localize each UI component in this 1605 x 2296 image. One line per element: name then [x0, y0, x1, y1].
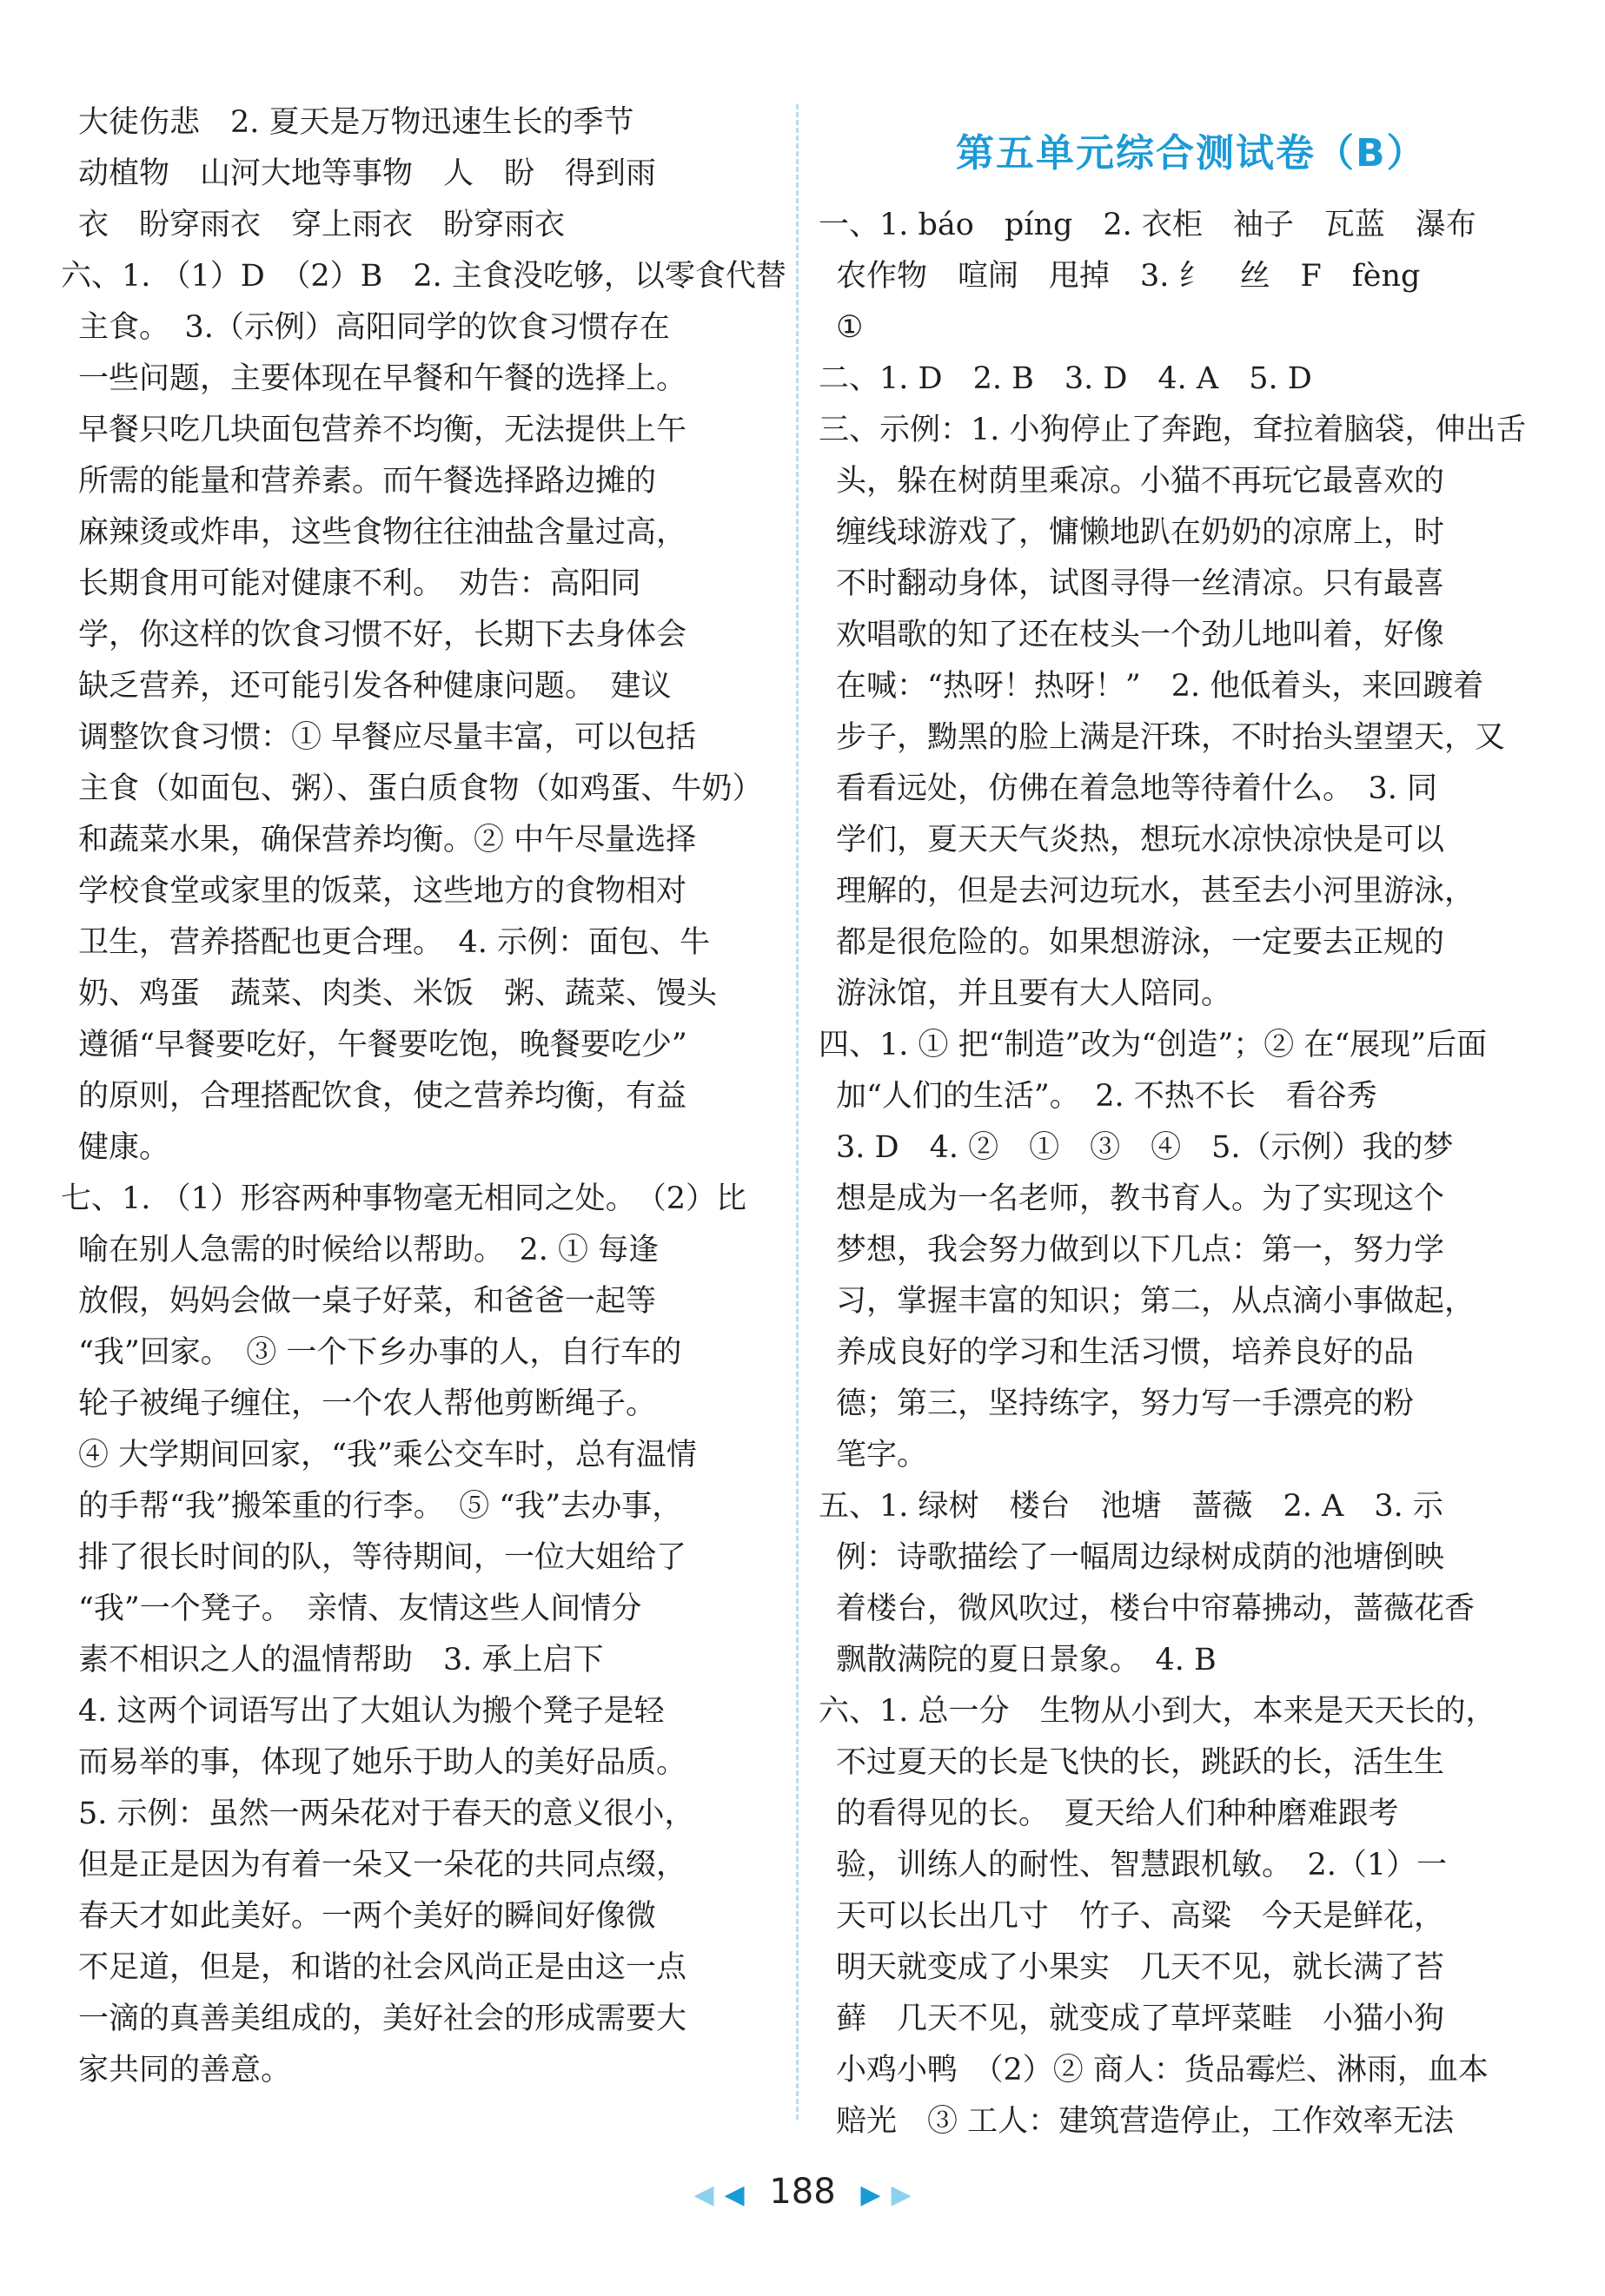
- text-line: 步子，黝黑的脸上满是汗珠，不时抬头望望天，又: [836, 720, 1506, 755]
- text-line: 在喊：“热呀！热呀！” 2. 他低着头，来回踱着: [836, 669, 1484, 704]
- text-line: ①: [836, 310, 864, 345]
- text-line: 游泳馆，并且要有大人陪同。: [836, 976, 1232, 1011]
- text-line: 着楼台，微风吹过，楼台中帘幕拂动，蔷薇花香: [836, 1591, 1476, 1626]
- text-line: 都是很危险的。如果想游泳，一定要去正规的: [836, 925, 1445, 960]
- section-three-start: 三、示例：1. 小狗停止了奔跑，耷拉着脑袋，伸出舌: [819, 413, 1527, 447]
- text-line: 赔光 ③ 工人：建筑营造停止，工作效率无法: [836, 2104, 1455, 2139]
- text-line: 不时翻动身体，试图寻得一丝清凉。只有最喜: [836, 566, 1445, 601]
- text-line: 喻在别人急需的时候给以帮助。 2. ① 每逢: [78, 1233, 660, 1267]
- text-line: 和蔬菜水果，确保营养均衡。② 中午尽量选择: [78, 823, 697, 857]
- text-line: 笔字。: [836, 1438, 928, 1472]
- section-two-start: 二、1. D 2. B 3. D 4. A 5. D: [819, 361, 1312, 396]
- text-line: 藓 几天不见，就变成了草坪菜畦 小猫小狗: [836, 2002, 1445, 2036]
- text-line: 习，掌握丰富的知识；第二，从点滴小事做起，: [836, 1284, 1476, 1319]
- text-line: 德；第三，坚持练字，努力写一手漂亮的粉: [836, 1386, 1415, 1421]
- text-line: 轮子被绳子缠住，一个农人帮他剪断绳子。: [78, 1386, 657, 1421]
- text-line: 梦想，我会努力做到以下几点：第一，努力学: [836, 1233, 1445, 1267]
- page-number: 188: [769, 2172, 836, 2212]
- text-line: 所需的能量和营养素。而午餐选择路边摊的: [78, 464, 657, 499]
- text-line: 大徒伤悲 2. 夏天是万物迅速生长的季节: [78, 105, 634, 140]
- text-line: 学，你这样的饮食习惯不好，长期下去身体会: [78, 618, 687, 652]
- text-line: 学们，夏天天气炎热，想玩水凉快凉快是可以: [836, 823, 1445, 857]
- text-line: 遵循“早餐要吃好，午餐要吃饱，晚餐要吃少”: [78, 1028, 687, 1062]
- text-line: 麻辣烫或炸串，这些食物往往油盐含量过高，: [78, 515, 687, 550]
- text-line: 主食。 3.（示例）高阳同学的饮食习惯存在: [78, 310, 670, 345]
- page-footer: [0, 2172, 1605, 2212]
- text-line: 头，躲在树荫里乘凉。小猫不再玩它最喜欢的: [836, 464, 1445, 499]
- text-line: 主食（如面包、粥）、蛋白质食物（如鸡蛋、牛奶）: [78, 771, 763, 806]
- text-line: 欢唱歌的知了还在枝头一个劲儿地叫着，好像: [836, 618, 1445, 652]
- text-line: 卫生，营养搭配也更合理。 4. 示例：面包、牛: [78, 925, 711, 960]
- text-line: 验，训练人的耐性、智慧跟机敏。 2.（1）一: [836, 1848, 1448, 1882]
- text-line: 早餐只吃几块面包营养不均衡，无法提供上午: [78, 413, 687, 447]
- left-column: [61, 97, 786, 2096]
- text-line: 素不相识之人的温情帮助 3. 承上启下: [78, 1643, 604, 1677]
- text-line: 看看远处，仿佛在着急地等待着什么。 3. 同: [836, 771, 1438, 806]
- text-line: 奶、鸡蛋 蔬菜、肉类、米饭 粥、蔬菜、馒头: [78, 976, 718, 1011]
- text-line: 春天才如此美好。一两个美好的瞬间好像微: [78, 1899, 657, 1934]
- text-line: 的看得见的长。 夏天给人们种种磨难跟考: [836, 1796, 1399, 1831]
- unit-title: 第五单元综合测试卷（B）: [956, 131, 1427, 175]
- section-six-start: 六、1. （1）D （2）B 2. 主食没吃够，以零食代替: [61, 259, 786, 294]
- section-seven-start: 七、1. （1）形容两种事物毫无相同之处。 （2）比: [61, 1181, 747, 1216]
- text-line: 的原则，合理搭配饮食，使之营养均衡，有益: [78, 1079, 687, 1114]
- text-line: 农作物 喧闹 甩掉 3. 纟 丝 F fèng: [836, 259, 1421, 294]
- text-line: 而易举的事，体现了她乐于助人的美好品质。: [78, 1745, 687, 1780]
- text-line: 理解的，但是去河边玩水，甚至去小河里游泳，: [836, 874, 1476, 909]
- left-arrow-light-icon: ◀: [693, 2180, 714, 2210]
- column-divider: [796, 104, 799, 2120]
- text-line: 天可以长出几寸 竹子、高粱 今天是鲜花，: [836, 1899, 1445, 1934]
- text-line: 5. 示例：虽然一两朵花对于春天的意义很小，: [78, 1796, 695, 1831]
- text-line: 但是正是因为有着一朵又一朵花的共同点缀，: [78, 1848, 687, 1882]
- text-line: 动植物 山河大地等事物 人 盼 得到雨: [78, 156, 657, 191]
- right-arrow-icon: ▶: [860, 2180, 881, 2210]
- text-line: 飘散满院的夏日景象。 4. B: [836, 1643, 1217, 1677]
- text-line: 4. 这两个词语写出了大姐认为搬个凳子是轻: [78, 1694, 665, 1729]
- text-line: 想是成为一名老师，教书育人。为了实现这个: [836, 1181, 1445, 1216]
- text-line: “我”回家。 ③ 一个下乡办事的人，自行车的: [78, 1335, 682, 1370]
- section-six-start: 六、1. 总一分 生物从小到大，本来是天天长的，: [819, 1694, 1496, 1729]
- text-line: 家共同的善意。: [78, 2053, 292, 2088]
- right-column: [819, 200, 1531, 2147]
- text-line: 排了很长时间的队，等待期间，一位大姐给了: [78, 1540, 687, 1575]
- text-line: 养成良好的学习和生活习惯，培养良好的品: [836, 1335, 1415, 1370]
- text-line: 健康。: [78, 1130, 170, 1165]
- left-arrow-icon: ◀: [724, 2180, 745, 2210]
- text-line: 加“人们的生活”。 2. 不热不长 看谷秀: [836, 1079, 1377, 1114]
- text-line: ④ 大学期间回家，“我”乘公交车时，总有温情: [78, 1438, 697, 1472]
- text-line: 缠线球游戏了，慵懒地趴在奶奶的凉席上，时: [836, 515, 1445, 550]
- text-line: 不足道，但是，和谐的社会风尚正是由这一点: [78, 1950, 687, 1985]
- section-five-start: 五、1. 绿树 楼台 池塘 蔷薇 2. A 3. 示: [819, 1489, 1443, 1524]
- text-line: 3. D 4. ② ① ③ ④ 5.（示例）我的梦: [836, 1130, 1454, 1165]
- text-line: 例：诗歌描绘了一幅周边绿树成荫的池塘倒映: [836, 1540, 1445, 1575]
- text-line: 的手帮“我”搬笨重的行李。 ⑤ “我”去办事，: [78, 1489, 683, 1524]
- right-arrow-light-icon: ▶: [891, 2180, 912, 2210]
- text-line: “我”一个凳子。 亲情、友情这些人间情分: [78, 1591, 642, 1626]
- text-line: 一些问题，主要体现在早餐和午餐的选择上。: [78, 361, 687, 396]
- text-line: 小鸡小鸭 （2）② 商人：货品霉烂、淋雨，血本: [836, 2053, 1489, 2088]
- text-line: 不过夏天的长是飞快的长，跳跃的长，活生生: [836, 1745, 1445, 1780]
- text-line: 放假，妈妈会做一桌子好菜，和爸爸一起等: [78, 1284, 657, 1319]
- text-line: 学校食堂或家里的饭菜，这些地方的食物相对: [78, 874, 687, 909]
- text-line: 明天就变成了小果实 几天不见，就长满了苔: [836, 1950, 1445, 1985]
- text-line: 长期食用可能对健康不利。 劝告：高阳同: [78, 566, 641, 601]
- text-line: 缺乏营养，还可能引发各种健康问题。 建议: [78, 669, 672, 704]
- section-four-start: 四、1. ① 把“制造”改为“创造”；② 在“展现”后面: [819, 1028, 1488, 1062]
- text-line: 调整饮食习惯：① 早餐应尽量丰富，可以包括: [78, 720, 697, 755]
- text-line: 一滴的真善美组成的，美好社会的形成需要大: [78, 2002, 687, 2036]
- section-one-start: 一、1. báo píng 2. 衣柜 袖子 瓦蓝 瀑布: [819, 208, 1476, 242]
- text-line: 衣 盼穿雨衣 穿上雨衣 盼穿雨衣: [78, 208, 566, 242]
